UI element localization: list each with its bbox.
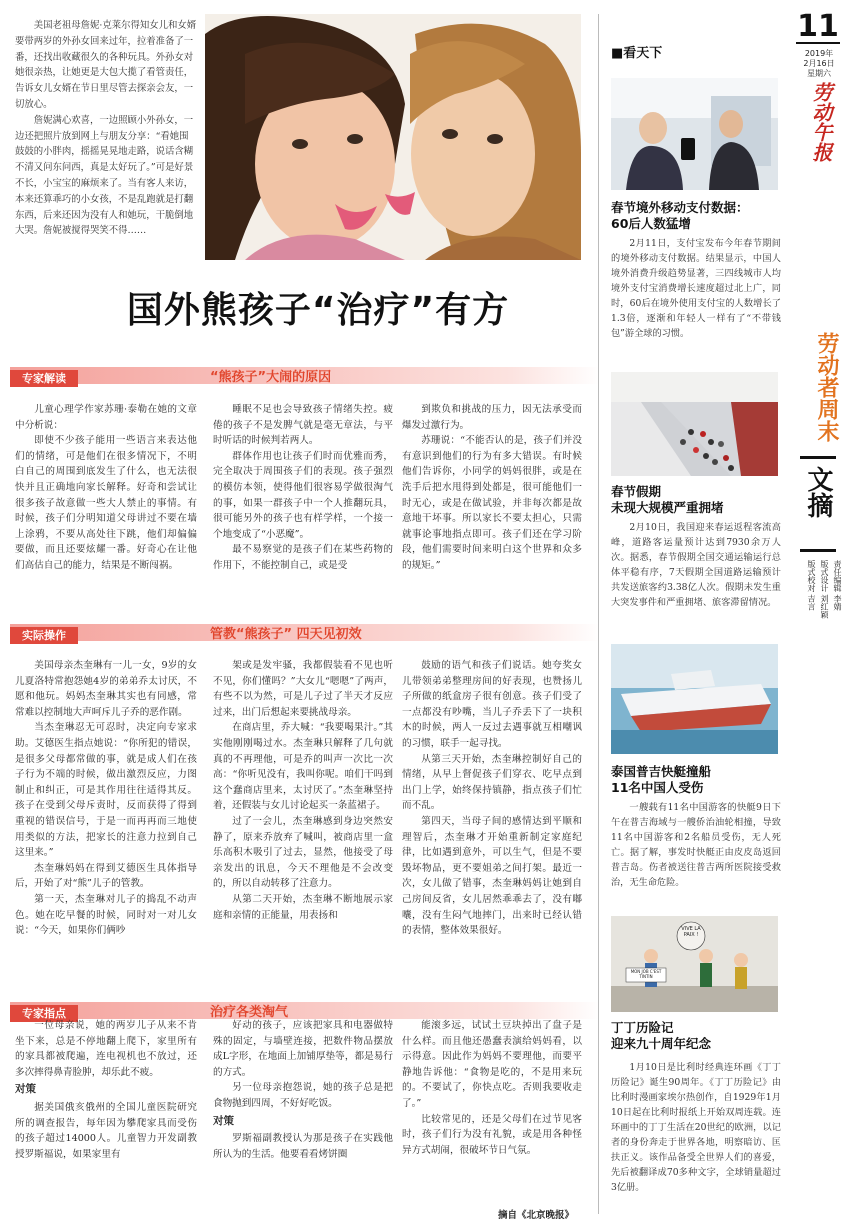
sidebar-story-text: 2月10日，我国迎来春运返程客流高峰，道路客运量预计达到7930余万人次。据悉，春节假期全国交通运输运行总体平稳有序，7天假期全国道路运输预计共发送旅客约3.38亿人次。假期未发生重大突发事件和严重拥堵、旅客滞留情况。 [611, 522, 781, 608]
intro-text [15, 18, 197, 274]
section-tag: 实际操作 [10, 627, 78, 644]
paragraph: 美国母亲杰奎琳有一儿一女，9岁的女儿夏洛特常抱怨她4岁的弟弟乔太讨厌，不愿和他玩。妈妈杰奎琳其实也有同感，常常难以控制地大声呵斥儿子乔的恶作剧。 [15, 660, 197, 718]
sidebar-story-text: 2月11日，支付宝发布今年春节期间的境外移动支付数据。结果显示，中国人境外消费升级趋势显著，三四线城市人均境外支付宝消费增长速度超过北上广，同时，60后在境外使用支付宝的人数增长了1.3倍，逐渐和年轻人一样有了“不带钱包”游全球的习惯。 [611, 238, 781, 339]
paragraph: 儿童心理学作家苏珊·泰勒在她的文章中分析说： [15, 404, 197, 431]
section-subname: 文摘 [803, 466, 833, 518]
credits [790, 560, 844, 700]
boat-illustration [611, 644, 778, 754]
section-heading: 管教“熊孩子” 四天见初效 [210, 627, 362, 642]
credit-proofreader: 版式校对 吉言 [807, 560, 816, 611]
section2-col2 [213, 658, 393, 980]
section1-col2 [213, 402, 393, 622]
credit-designer: 版式设计 刘红颖 [820, 560, 829, 619]
paragraph: 睡眠不足也会导致孩子情绪失控。疲倦的孩子不是发脾气就是毫无章法，与平时听话的时候判若两人。 [213, 404, 393, 447]
paragraph: 美国老祖母詹妮·克莱尔得知女儿和女婿要带两岁的外孙女回来过年，拉着准备了一番，还找出收藏很久的各种玩具。外孙女对她很亲热，让她更是大包大揽了看管责任，告诉女儿女婿在节日里尽管去探亲会友，一切放心。 [15, 20, 197, 110]
paragraph: 当杰奎琳忍无可忍时，决定向专家求助。艾德医生指点她说：“你所犯的错误，是很多父母都常做的事，就是成人们在孩子行为不端的时候，做出激烈反应，力图制止和纠正，可是其作用往往适得其反。孩子在受到父母斥责时，反而获得了得到重视的错误信号，于是一而再再而三地使用类似的方法，把家长的注意力拉到自己这里来。” [15, 722, 197, 859]
payment-photo [611, 78, 778, 190]
sidebar-story-title: 春节假期 未现大规模严重拥堵 [611, 484, 724, 515]
sidebar-story-title: 丁丁历险记 迎来九十周年纪念 [611, 1020, 712, 1051]
column-divider [598, 14, 599, 1214]
paragraph: 架或是发牢骚，我都假装看不见也听不见，你们懂吗？”大女儿“嗯嗯”了两声，有些不以为然，可是儿子过了半天才反应过来，出门后想起来要挑战母亲。 [213, 660, 393, 718]
issue-date-year: 2019年 [804, 49, 834, 58]
paragraph: 杰奎琳妈妈在得到艾德医生具体指导后，开始了对“熊”儿子的管教。 [15, 862, 197, 890]
paragraph: 过了一会儿，杰奎琳感到身边突然安静了，原来乔放弃了喊叫，被商店里一盒乐高积木吸引了过去，显然，他接受了母亲发出的讯息，今天不理他是不会改变的，所以自动转移了注意力。 [213, 815, 393, 890]
section-tag: 专家解读 [10, 370, 78, 387]
section2-col1 [15, 658, 197, 980]
newspaper-logo: 劳动午报 [809, 82, 833, 162]
station-illustration [611, 372, 778, 476]
children-photo [205, 14, 581, 260]
source-credit: 摘自《北京晚报》 [498, 1210, 575, 1221]
headline: 国外熊孩子“治疗”有方 [126, 290, 510, 331]
paragraph: 从第三天开始，杰奎琳控制好自己的情绪，从早上督促孩子们穿衣、吃早点到出门上学，始终保持镇静，指点孩子们忙而不乱。 [402, 753, 582, 812]
section-heading: “熊孩子”大闹的原因 [210, 370, 332, 385]
station-photo [611, 372, 778, 476]
paragraph: 即使不少孩子能用一些语言来表达他们的情绪，可是他们在很多情况下，不明白自己的周围到底发生了什么，也无法很快并且正确地向家长解释。好奇和尝试让很多孩子故意做一些大人禁止的事情。有时候，孩子们分明知道父母讲过不要在墙上涂鸦，不要从高处往下跳，他们却偏偏要做，而且还要炫耀一番。好奇心在让他们高估自己的能力，结果是不断闯祸。 [15, 435, 197, 571]
sidebar-story-title: 泰国普吉快艇撞船 11名中国人受伤 [611, 764, 712, 795]
paragraph: 第一天，杰奎琳对儿子的捣乱不动声色。她在吃早餐的时候，同时对一对儿女说：“今天，如果你们俩吵 [15, 893, 197, 937]
paragraph: 鼓励的语气和孩子们说话。她夸奖女儿带领弟弟整理房间的好表现，也赞扬儿子所做的纸盒房子很有创意。孩子们受了一点都没有吵嘴，当儿子乔丢下了一块积木的时候，两人一反过去遇事就互相嘲讽的习惯，联手一起寻找。 [402, 660, 582, 749]
boat-photo [611, 644, 778, 754]
page-number: 11 [797, 9, 839, 44]
issue-date: 2月16日 [803, 59, 835, 68]
countermeasure-subhead: 对策 [213, 1114, 234, 1127]
issue-weekday: 星期六 [807, 69, 831, 78]
paragraph: 詹妮满心欢喜，一边照顾小外孙女，一边还把照片放到网上与朋友分享：“看她围鼓鼓的小胖肉，摇摇晃晃地走路，说话含糊不清又问东问西，真是太好玩了。”可是好景不长，小宝宝的麻烦来了。当有客人来访，本来还算乖巧的小女孩，不是乱跑就是打翻东西，后来还因为没有人和她玩，干脆倒地大哭。詹妮被搅得哭笑不得…… [15, 114, 194, 237]
paragraph: 能滚多远，试试土豆块掉出了盘子是什么样。而且他还愚蠢表演给妈妈看，以示得意。因此作为妈妈不要理他，而要平静地告诉他：“食物是吃的，不是用来玩的。不要试了，你快点吃。否则我要收走了。” [402, 1020, 582, 1109]
payment-illustration [611, 78, 778, 190]
paragraph: 另一位母亲抱怨说，她的孩子总是把食物抛到四周，不好好吃饭。 [213, 1082, 393, 1109]
section-bar-guidance [10, 1002, 600, 1019]
paragraph: 好动的孩子，应该把家具和电器做特殊的固定，与墙壁连接，把数件物品摆放成L字形，在地面上加铺厚垫等，都是易行的方式。 [213, 1020, 393, 1078]
sidebar-story-title: 春节境外移动支付数据： 60后人数猛增 [611, 200, 749, 231]
children-illustration [205, 14, 581, 260]
paragraph: 最不易察觉的是孩子们在某些药物的作用下，不能控制自己，或是受 [213, 544, 393, 571]
sidebar-story-text: 1月10日是比利时经典连环画《丁丁历险记》诞生90周年。《丁丁历险记》由比利时漫画家埃尔热创作，自1929年1月10日起在比利时报纸上开始双周连载。连环画中的丁丁生活在20世纪的欧洲，以记者的身份奔走于世界各地，明察暗访、匡扶正义。该作品备受全世界人们的喜爱，先后被翻译成70多种文字，全球销量超过3亿册。 [611, 1062, 781, 1193]
paragraph: 罗斯福副教授认为那是孩子在实践他所认为的生活。他要看看烤饼圈 [213, 1133, 393, 1160]
paragraph: 到欺负和挑战的压力，因无法承受而爆发过激行为。 [402, 404, 582, 431]
section1-col3 [402, 402, 582, 622]
paragraph: 第四天，当母子间的感情达到平顺和理智后，杰奎琳才开始重新制定家庭纪律，比如遇到意外，可以生气，但是不要毁坏物品，更不要姐弟之间打架。最近一次，女儿做了错事，杰奎琳妈妈让她到自己房间反省，女儿居然乖乖去了，没有嘟囔，没有生闷气地摔门，出来时已经认错的表情，整体效果很好。 [402, 815, 582, 937]
paragraph: 据美国俄亥俄州的全国儿童医院研究所的调查报告，每年因为攀爬家具而受伤的孩子超过14000人。儿童智力开发副教授罗斯福说，如果家里有 [15, 1101, 197, 1160]
paragraph: 群体作用也让孩子们时而优雅而秀，完全取决于周围孩子们的表现。孩子强烈的模仿本领，使得他们很容易学做很淘气的事，如果一群孩子中一个人推翻玩具，很可能另外的孩子也有样学样，一个接一个地变成了“小恶魔”。 [213, 450, 393, 540]
section-tag: 专家指点 [10, 1005, 78, 1022]
section1-col1 [15, 402, 197, 622]
protest-sign-text: VIVE LA PAIX ! [681, 926, 701, 938]
section-name: 劳动者周末 [814, 332, 839, 442]
credit-editor: 责任编辑 李婧 [833, 560, 842, 611]
paragraph: 从第二天开始，杰奎琳不断地展示家庭和亲情的正能量，用表扬和 [213, 893, 393, 921]
tintin-photo [611, 916, 778, 1012]
section2-col3 [402, 658, 582, 980]
sidebar-label: ■看天下 [611, 46, 663, 61]
paragraph: 比较常见的，还是父母们在过节见客时，孩子们行为没有礼貌，或是用各种怪异方式胡闹，很破坏节日气氛。 [402, 1113, 582, 1156]
paragraph: 一位母亲说，她的两岁儿子从来不肯坐下来，总是不停地翻上爬下，家里所有的家具都被爬遍，连电视机也不放过，还多次摔得鼻青脸肿，却乐此不疲。 [15, 1020, 197, 1078]
paragraph: 苏珊说：“不能否认的是，孩子们并没有意识到他们的行为有多大错误。有时候他们告诉你，小同学的妈妈很胖，或是在洗手后把水甩得到处都是，很可能他们一时无心，或是在做试验，并非每次都是故意地干坏事。所以家长不要太担心，只需就事论事地指点即可。孩子们还在学习阶段，他们需要时间来明白这个世界和众多的规矩。” [402, 435, 582, 571]
banner-text: MON JOB C'EST TINTIN [630, 969, 662, 979]
countermeasure-subhead: 对策 [15, 1083, 36, 1096]
section3-col1 [15, 1018, 197, 1218]
sidebar-story-text: 一艘载有11名中国游客的快艇9日下午在普吉海域与一艘侨治油轮相撞，导致11名中国游客和2名船员受伤，无人死亡。据了解，事发时快艇正由皮皮岛返回普吉岛。伤者被送往普吉两所医院接受救治，无生命危险。 [611, 802, 781, 888]
section3-col2 [213, 1018, 393, 1218]
section-heading: 治疗各类淘气 [210, 1005, 289, 1020]
section3-col3 [402, 1018, 582, 1204]
paragraph: 在商店里，乔大喊：“我要喝果汁。”其实他刚刚喝过水。杰奎琳只解释了几句就真的不再理他，可是乔的叫声一次比一次高：“你听见没有，我叫你呢。咱们干吗到这个蠢商店里来，太讨厌了。”杰奎琳坚持着，还假装与女儿讨论起买一条蓝裙子。 [213, 722, 393, 812]
